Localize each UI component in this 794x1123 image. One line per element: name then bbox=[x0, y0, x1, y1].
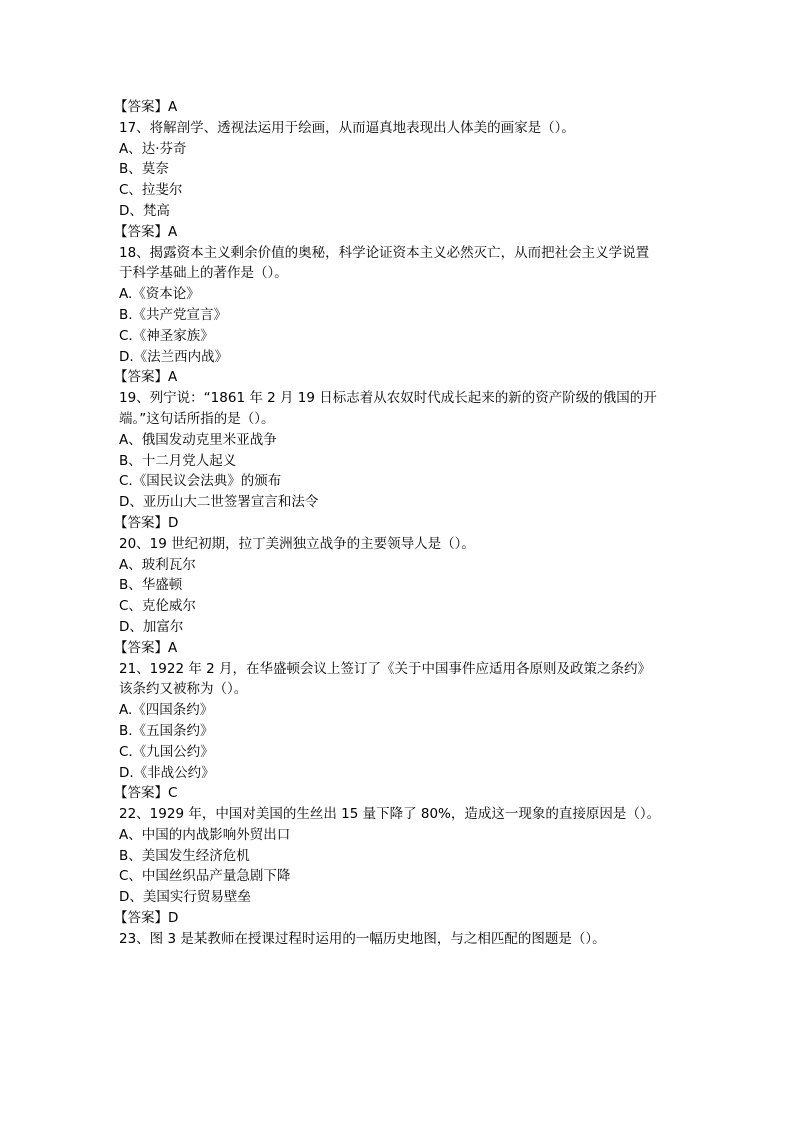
question-stem: 18、揭露资本主义剩余价值的奥秘，科学论证资本主义必然灭亡，从而把社会主义学说置 bbox=[119, 244, 650, 261]
option-c: C.《神圣家族》 bbox=[119, 327, 214, 344]
question-stem-continued: 于科学基础上的著作是（）。 bbox=[119, 265, 288, 282]
option-b: B.《共产党宣言》 bbox=[119, 306, 228, 323]
option-d: D、加富尔 bbox=[119, 618, 184, 635]
option-c: C、拉斐尔 bbox=[119, 182, 183, 199]
answer-line: 【答案】A bbox=[114, 639, 178, 656]
option-b: B、十二月党人起义 bbox=[119, 452, 237, 469]
document-page bbox=[114, 97, 679, 950]
question-stem-continued: 该条约又被称为（）。 bbox=[119, 681, 248, 698]
option-a: A、中国的内战影响外贸出口 bbox=[119, 826, 291, 843]
question-stem: 20、19 世纪初期，拉丁美洲独立战争的主要领导人是（）。 bbox=[119, 535, 475, 552]
answer-line: 【答案】D bbox=[114, 514, 179, 531]
answer-line: 【答案】C bbox=[114, 785, 178, 802]
option-d: D、美国实行贸易壁垒 bbox=[119, 889, 251, 906]
option-a: A、玻利瓦尔 bbox=[119, 556, 196, 573]
question-stem: 23、图 3 是某教师在授课过程时运用的一幅历史地图，与之相匹配的图题是（）。 bbox=[119, 930, 606, 947]
option-c: C.《九国公约》 bbox=[119, 743, 214, 760]
option-b: B、莫奈 bbox=[119, 161, 169, 178]
option-b: B、美国发生经济危机 bbox=[119, 847, 250, 864]
answer-line: 【答案】A bbox=[114, 223, 178, 240]
question-stem: 19、列宁说：“1861 年 2 月 19 日标志着从农奴时代成长起来的新的资产阶级的俄国的开 bbox=[119, 390, 657, 407]
question-18 bbox=[114, 243, 679, 389]
option-d: D.《非战公约》 bbox=[119, 764, 215, 781]
option-a: A.《四国条约》 bbox=[119, 702, 214, 719]
question-stem: 22、1929 年，中国对美国的生丝出 15 量下降了 80%，造成这一现象的直接原因是（）。 bbox=[119, 806, 661, 823]
question-stem-continued: 端。”这句话所指的是（）。 bbox=[119, 410, 275, 427]
question-23 bbox=[119, 929, 679, 950]
option-b: B、华盛顿 bbox=[119, 577, 183, 594]
option-b: B.《五国条约》 bbox=[119, 722, 214, 739]
question-21 bbox=[114, 659, 679, 805]
answer-line: 【答案】A bbox=[114, 99, 178, 115]
question-stem: 17、将解剖学、透视法运用于绘画，从而逼真地表现出人体美的画家是（）。 bbox=[119, 119, 575, 136]
question-20 bbox=[114, 534, 679, 659]
option-d: D.《法兰西内战》 bbox=[119, 348, 229, 365]
option-c: C、中国丝织品产量急剧下降 bbox=[119, 868, 291, 885]
option-a: A、达·芬奇 bbox=[119, 140, 187, 157]
answer-line: 【答案】A bbox=[114, 369, 178, 386]
answer-line: 【答案】D bbox=[114, 910, 179, 927]
option-d: D、梵高 bbox=[119, 202, 170, 219]
question-stem: 21、1922 年 2 月，在华盛顿会议上签订了《关于中国事件应适用各原则及政策之条约》 bbox=[119, 660, 651, 677]
question-19 bbox=[114, 388, 679, 534]
option-c: C、克伦威尔 bbox=[119, 598, 196, 615]
option-d: D、亚历山大二世签署宣言和法令 bbox=[119, 494, 319, 511]
option-a: A.《资本论》 bbox=[119, 286, 200, 303]
option-a: A、俄国发动克里米亚战争 bbox=[119, 431, 277, 448]
option-c: C.《国民议会法典》的颁布 bbox=[119, 473, 282, 490]
question-22 bbox=[114, 804, 679, 929]
question-17 bbox=[114, 118, 679, 243]
